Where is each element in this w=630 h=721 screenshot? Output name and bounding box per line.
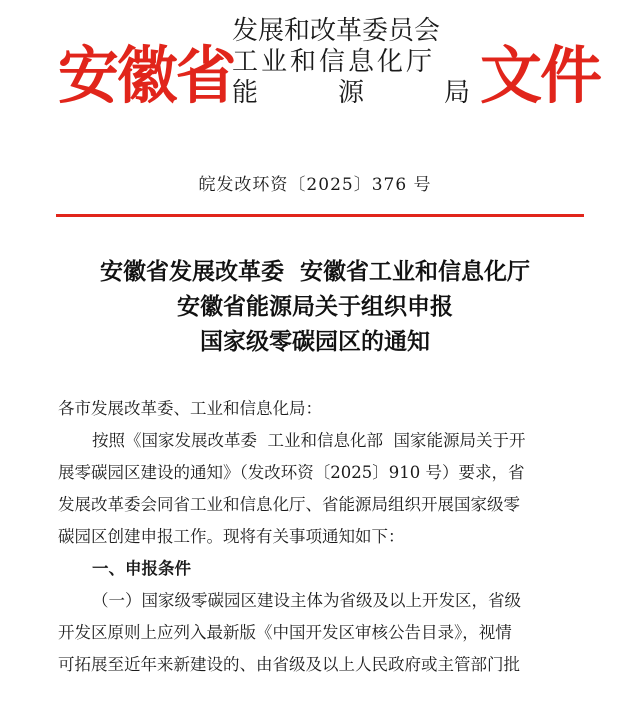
agency-energy-char-2: 源 <box>337 78 364 108</box>
document-title <box>0 254 630 359</box>
title-line-3: 国家级零碳园区的通知 <box>200 328 430 355</box>
agency-miit: 工业和信息化厅 <box>232 47 436 77</box>
title-line-2: 安徽省能源局关于组织申报 <box>177 293 453 320</box>
agency-energy-char-1: 能 <box>232 78 259 108</box>
paragraph-1-line-2: 展零碳园区建设的通知》（发改环资〔2025〕910 号）要求，省 <box>58 463 525 482</box>
paragraph-1-line-3: 发展改革委会同省工业和信息化厅、省能源局组织开展国家级零 <box>58 495 520 514</box>
document-number: 皖发改环资〔2025〕376 号 <box>198 175 432 195</box>
paragraph-2-line-2: 开发区原则上应列入最新版《中国开发区审核公告目录》，视情 <box>58 623 512 642</box>
agency-energy-char-3: 局 <box>443 78 470 108</box>
agency-line-2 <box>232 47 470 78</box>
agency-ndrc: 发展和改革委员会 <box>232 16 441 46</box>
title-line-1: 安徽省发展改革委 安徽省工业和信息化厅 <box>99 258 530 285</box>
document-body <box>58 393 606 681</box>
paragraph-2-line-3: 可拓展至近年来新建设的、由省级及以上人民政府或主管部门批 <box>58 655 520 674</box>
section-1-heading: 一、申报条件 <box>92 559 191 578</box>
paragraph-2-line-1: （一）国家级零碳园区建设主体为省级及以上开发区，省级 <box>92 591 521 610</box>
agency-line-3 <box>232 78 470 109</box>
paragraph-1-line-1: 按照《国家发展改革委 工业和信息化部 国家能源局关于开 <box>92 431 526 450</box>
salutation: 各市发展改革委、工业和信息化局： <box>58 399 322 418</box>
issuing-agencies <box>232 16 470 109</box>
issuer-document-label: 文件 <box>480 39 601 112</box>
paragraph-1-line-4: 碳园区创建申报工作。现将有关事项通知如下： <box>58 527 405 546</box>
red-separator-line <box>56 214 584 217</box>
agency-line-1 <box>232 16 470 47</box>
issuer-province: 安徽省 <box>58 39 235 112</box>
